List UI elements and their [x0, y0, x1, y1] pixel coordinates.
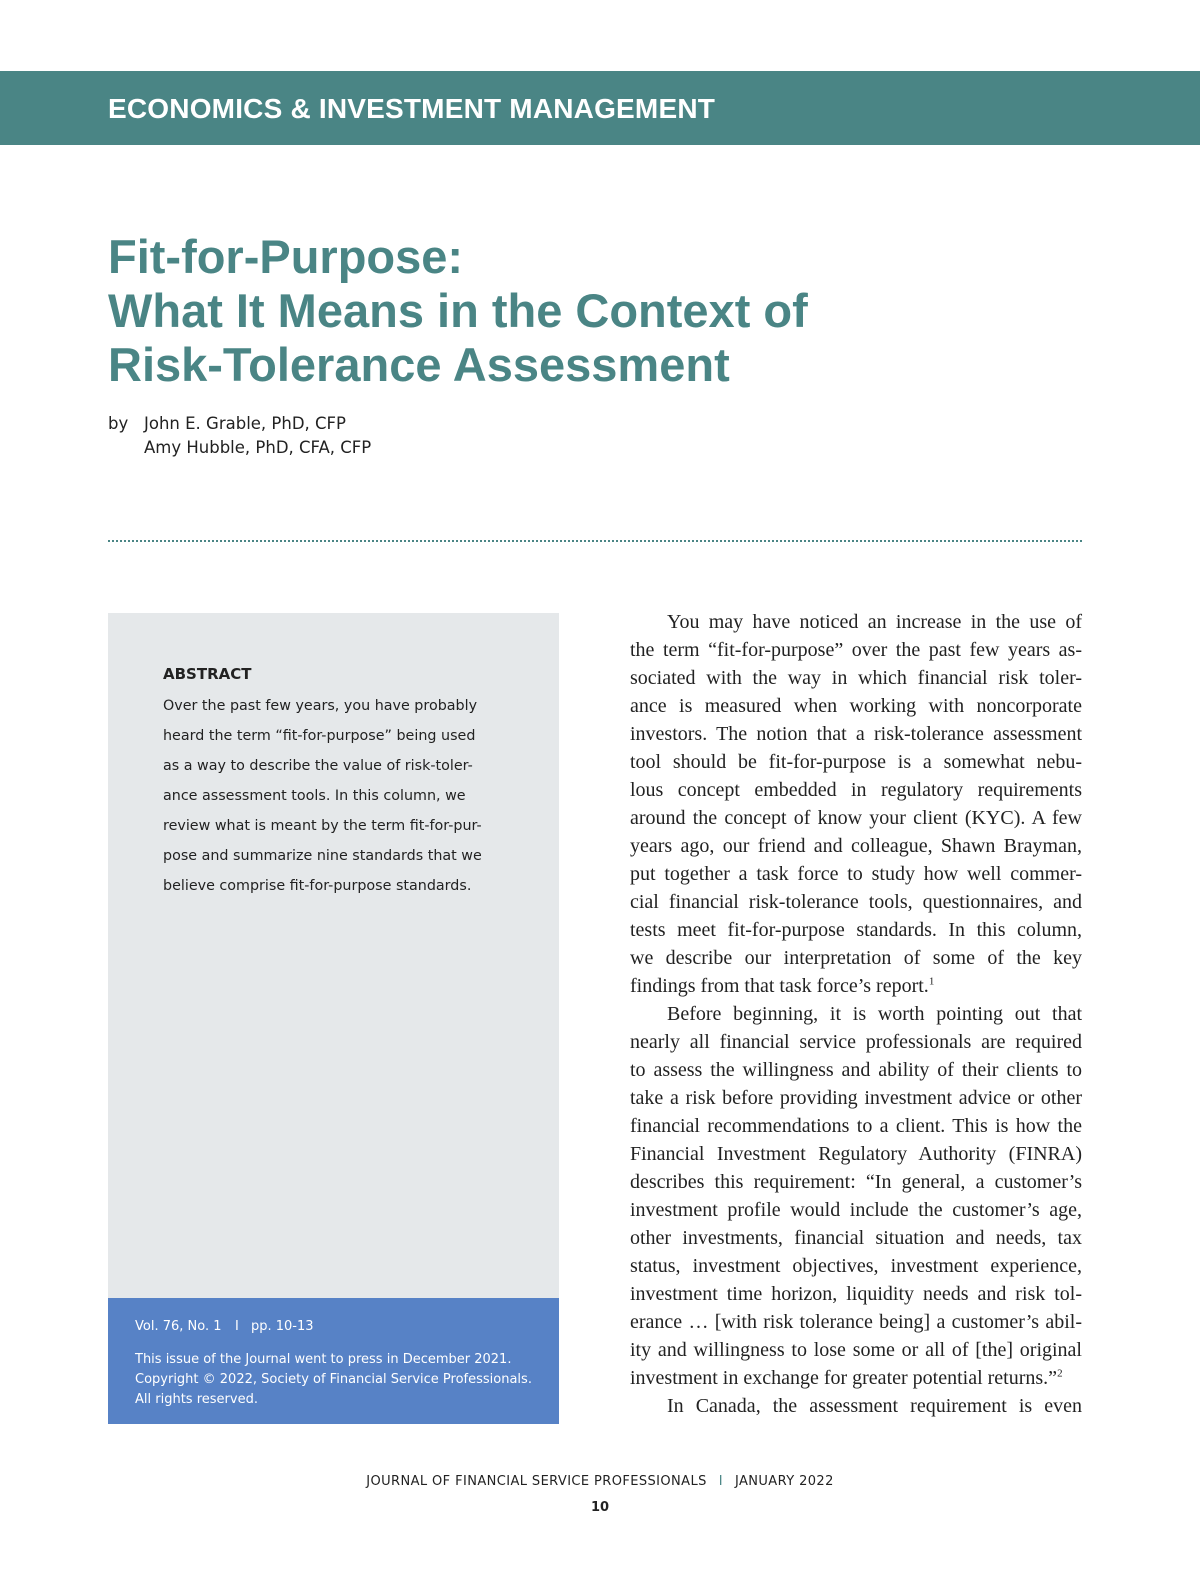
body-line: nearly all financial service professionals are required: [630, 1031, 1082, 1053]
author-list: [144, 412, 371, 460]
body-line: financial recommendations to a client. This is how the: [630, 1115, 1082, 1137]
body-line: put together a task force to study how well commer-: [630, 863, 1082, 885]
body-line: around the concept of know your client (KYC). A few: [630, 807, 1082, 829]
title-line: What It Means in the Context of: [108, 284, 808, 337]
page-footer: [0, 1474, 1200, 1489]
copyright-line: Copyright © 2022, Society of Financial Service Professionals.: [135, 1372, 532, 1387]
abstract-line: as a way to describe the value of risk-toler-: [163, 758, 473, 774]
author-name: Amy Hubble, PhD, CFA, CFP: [144, 438, 372, 457]
body-line: lous concept embedded in regulatory requirements: [630, 779, 1082, 801]
abstract-line: pose and summarize nine standards that we: [163, 848, 482, 864]
body-line: we describe our interpretation of some of the key: [630, 947, 1082, 969]
body-line: sociated with the way in which financial risk toler-: [630, 667, 1082, 689]
body-line: status, investment objectives, investment experience,: [630, 1255, 1082, 1277]
body-line-text: findings from that task force’s report.: [630, 975, 929, 997]
body-line: describes this requirement: “In general, a customer’s: [630, 1171, 1082, 1193]
body-line: investors. The notion that a risk-tolerance assessment: [630, 723, 1082, 745]
footer-separator: I: [718, 1474, 723, 1489]
abstract-text: [163, 691, 509, 901]
copyright-line: This issue of the Journal went to press in December 2021.: [135, 1352, 512, 1367]
body-line: Financial Investment Regulatory Authority (FINRA): [630, 1143, 1082, 1165]
journal-name: JOURNAL OF FINANCIAL SERVICE PROFESSIONALS: [366, 1474, 707, 1489]
body-line: tests meet fit-for-purpose standards. In this column,: [630, 919, 1082, 941]
body-line: cial financial risk-tolerance tools, questionnaires, and: [630, 891, 1082, 913]
issue-date: JANUARY 2022: [734, 1474, 834, 1489]
article-body: [630, 608, 1082, 1420]
body-line: ity and willingness to lose some or all of [the] original: [630, 1339, 1082, 1361]
body-line: Before beginning, it is worth pointing out that: [667, 1003, 1082, 1025]
title-line: Risk-Tolerance Assessment: [108, 338, 730, 391]
body-line-text: investment in exchange for greater potential returns.”: [630, 1367, 1058, 1389]
body-line: take a risk before providing investment advice or other: [630, 1087, 1082, 1109]
body-line: to assess the willingness and ability of their clients to: [630, 1059, 1082, 1081]
section-divider: [108, 540, 1082, 542]
abstract-line: Over the past few years, you have probably: [163, 698, 478, 714]
issue-pages: pp. 10-13: [251, 1319, 314, 1334]
body-line: In Canada, the assessment requirement is even: [667, 1395, 1082, 1417]
footnote-mark: 1: [928, 975, 935, 988]
abstract-line: ance assessment tools. In this column, we: [163, 788, 466, 804]
section-label: ECONOMICS & INVESTMENT MANAGEMENT: [108, 93, 716, 124]
body-line: investment time horizon, liquidity needs and risk tol-: [630, 1283, 1082, 1305]
body-line: [630, 972, 1082, 1000]
body-line: You may have noticed an increase in the use of: [667, 611, 1082, 633]
body-line: [630, 1364, 1082, 1392]
abstract-line: review what is meant by the term fit-for-pur-: [163, 818, 482, 834]
article-title: [108, 230, 1008, 392]
copyright-note: [135, 1350, 532, 1410]
byline-by: by: [108, 414, 129, 433]
issue-separator: I: [235, 1319, 239, 1334]
abstract-box: [108, 613, 559, 1298]
body-line: erance … [with risk tolerance being] a customer’s abil-: [630, 1311, 1082, 1333]
body-line: the term “fit-for-purpose” over the past few years as-: [630, 639, 1082, 661]
body-line: years ago, our friend and colleague, Shawn Brayman,: [630, 835, 1082, 857]
body-line: investment profile would include the customer’s age,: [630, 1199, 1082, 1221]
page-number: 10: [590, 1500, 610, 1515]
author-name: John E. Grable, PhD, CFP: [144, 414, 346, 433]
issue-volume: Vol. 76, No. 1: [135, 1319, 222, 1334]
title-line: Fit-for-Purpose:: [108, 230, 464, 283]
section-banner: [0, 71, 1200, 145]
body-line: tool should be fit-for-purpose is a somewhat nebu-: [630, 751, 1082, 773]
body-line: other investments, financial situation and needs, tax: [630, 1227, 1082, 1249]
abstract-line: believe comprise fit-for-purpose standards.: [163, 878, 472, 894]
body-line: ance is measured when working with noncorporate: [630, 695, 1082, 717]
abstract-heading: ABSTRACT: [163, 665, 252, 683]
copyright-line: All rights reserved.: [135, 1392, 258, 1407]
abstract-line: heard the term “fit-for-purpose” being used: [163, 728, 476, 744]
issue-info-box: [108, 1298, 559, 1424]
footnote-mark: 2: [1057, 1367, 1063, 1380]
